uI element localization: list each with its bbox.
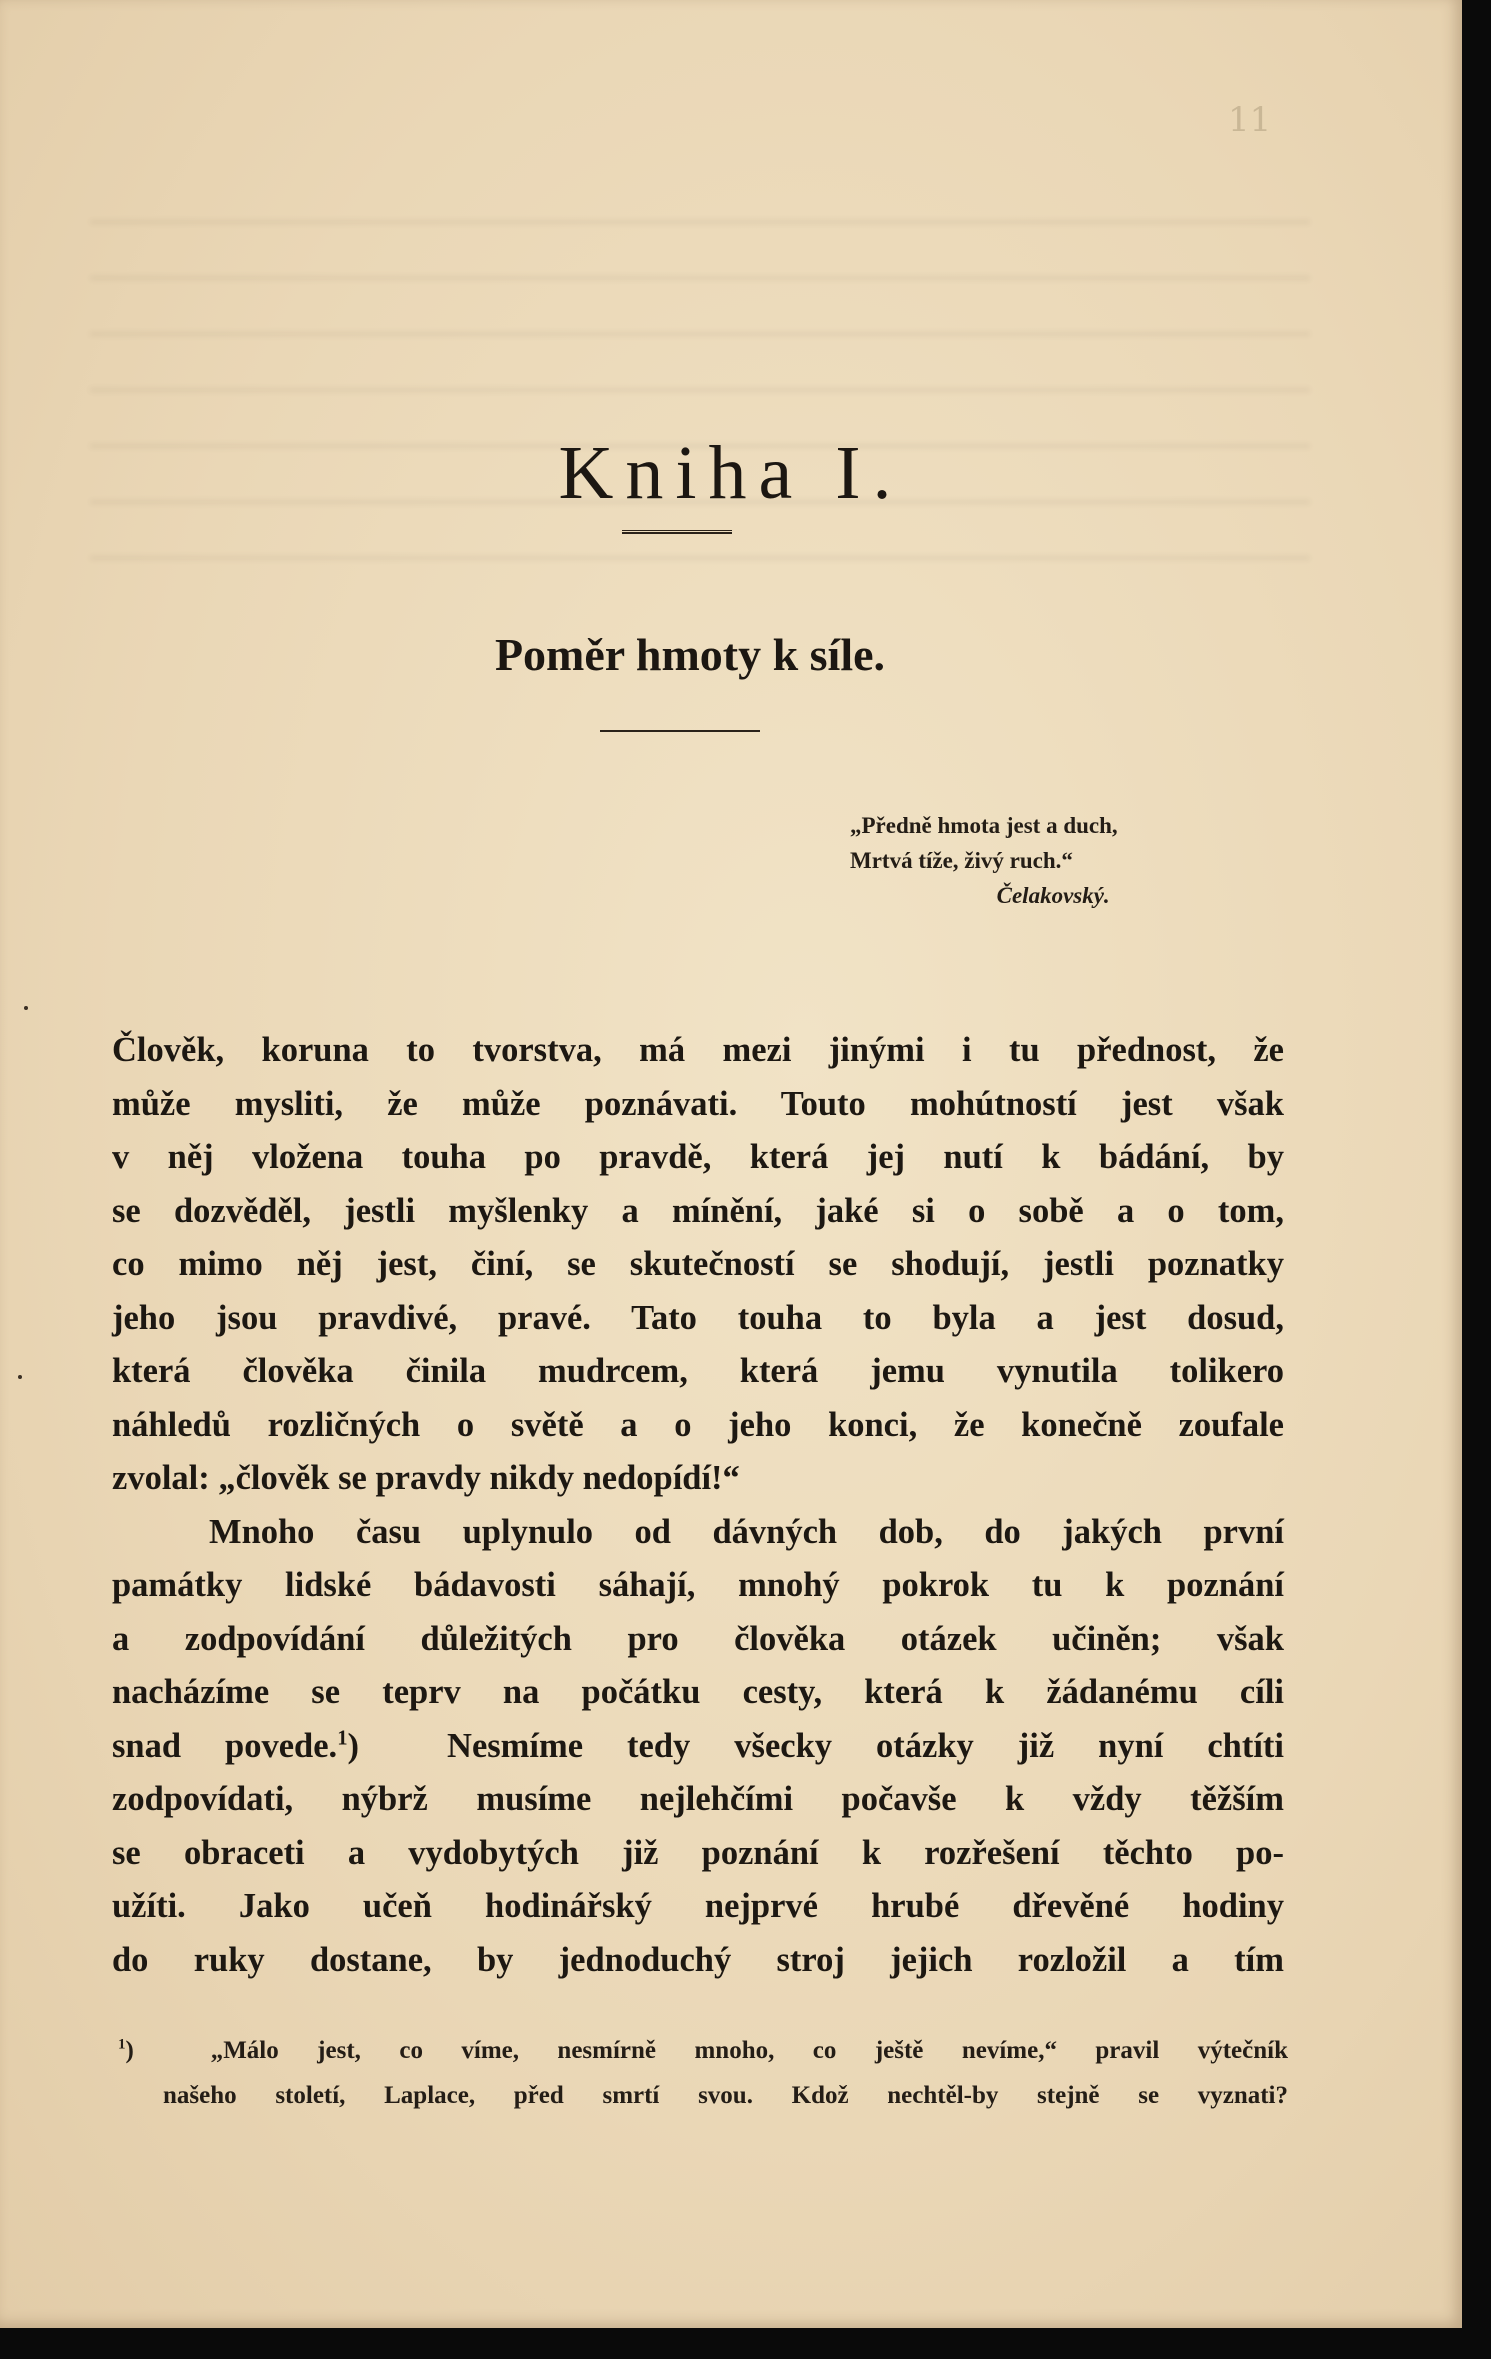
book-title: Kniha I.	[558, 431, 904, 515]
page-number: 11	[1228, 100, 1272, 140]
chapter-title: Poměr hmoty k síle.	[494, 629, 886, 680]
text-line: do ruky dostane, by jednoduchý stroj jejich rozložil a tím	[112, 1940, 1284, 1979]
text-line-with-footnote	[112, 1720, 1284, 1774]
text-line: Člověk, koruna to tvorstva, má mezi jinými i tu přednost, že	[112, 1031, 1284, 1069]
page-speck	[18, 1375, 22, 1379]
text-line: zvolal: „člověk se pravdy nikdy nedopídí!“	[112, 1459, 740, 1497]
epigraph-author: Čelakovský.	[996, 883, 1110, 908]
footnote-marker-paren: )	[125, 2037, 134, 2064]
text-line: náhledů rozličných o světě a o jeho konci, že konečně zoufale	[112, 1405, 1284, 1444]
footnote-reference-paren: )	[347, 1726, 360, 1765]
footnote-line-1	[118, 2028, 1288, 2073]
text-line: a zodpovídání důležitých pro člověka otázek učiněn; však	[112, 1619, 1284, 1658]
text-line: co mimo něj jest, činí, se skutečností se shodují, jestli poznatky	[112, 1245, 1284, 1283]
text-line: zodpovídati, nýbrž musíme nejlehčími počavše k vždy těžším	[112, 1780, 1284, 1818]
title-divider	[622, 530, 732, 534]
body-text	[112, 1024, 1284, 1987]
scan-border-right	[1462, 0, 1491, 2359]
text-line: památky lidské bádavosti sáhají, mnohý pokrok tu k poznání	[112, 1566, 1284, 1604]
footnote-marker: 1	[118, 2036, 126, 2053]
epigraph-line-1: „Předně hmota jest a duch,	[850, 813, 1118, 838]
text-segment: Nesmíme tedy všecky otázky již nyní chtíti	[447, 1726, 1285, 1765]
chapter-divider	[600, 730, 760, 732]
footnote-reference: 1	[337, 1727, 348, 1749]
text-line: jeho jsou pravdivé, pravé. Tato touha to byla a jest dosud,	[112, 1298, 1284, 1337]
text-line: může mysliti, že může poznávati. Touto mohútností jest však	[112, 1084, 1284, 1123]
footnote-line-2: našeho století, Laplace, před smrtí svou. Kdož nechtěl-by stejně se vyznati?	[163, 2082, 1288, 2109]
footnote-text: „Málo jest, co víme, nesmírně mnoho, co ještě nevíme,“ pravil výtečník	[210, 2037, 1288, 2064]
text-line: v něj vložena touha po pravdě, která jej nutí k bádání, by	[112, 1138, 1284, 1176]
text-line: nacházíme se teprv na počátku cesty, která k žádanému cíli	[112, 1673, 1284, 1711]
epigraph	[850, 808, 1118, 913]
text-line: se obraceti a vydobytých již poznání k rozřešení těchto po-	[112, 1833, 1284, 1872]
footnote	[118, 2028, 1288, 2118]
text-line: Mnoho času uplynulo od dávných dob, do jakých první	[209, 1512, 1284, 1551]
text-segment: snad povede.	[112, 1726, 338, 1765]
page-speck	[24, 1006, 28, 1010]
show-through-texture	[90, 180, 1310, 600]
text-line: užíti. Jako učeň hodinářský nejprvé hrubé dřevěné hodiny	[112, 1887, 1284, 1925]
text-line: která člověka činila mudrcem, která jemu vynutila tolikero	[112, 1352, 1284, 1390]
epigraph-line-2: Mrtvá tíže, živý ruch.“	[850, 848, 1073, 873]
scan-border-bottom	[0, 2328, 1491, 2359]
text-line: se dozvěděl, jestli myšlenky a mínění, jaké si o sobě a o tom,	[112, 1191, 1284, 1230]
